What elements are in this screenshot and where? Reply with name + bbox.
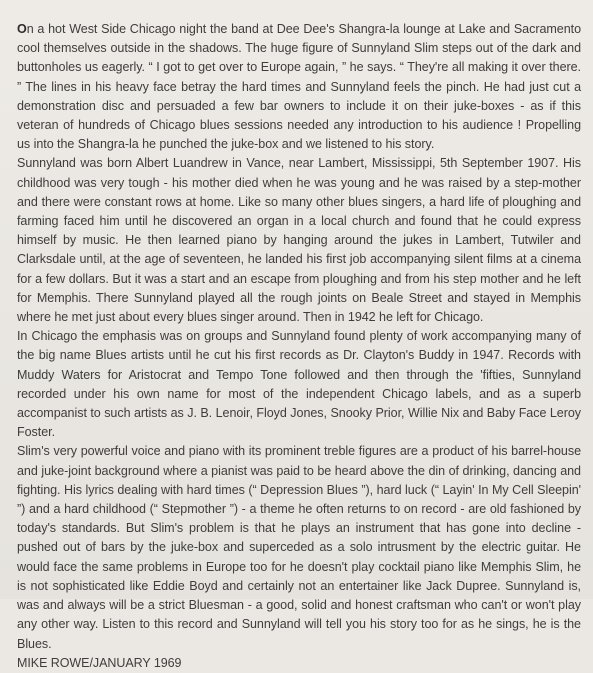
paragraph-intro-text: n a hot West Side Chicago night the band at Dee Dee's Shangra-la lounge at Lake and Sacramento cool themselves outside in the shadows. The huge figure of Sunnyland Slim steps out of the dark and buttonholes us eagerly. “ I got to get over to Europe again, ” he says. “ They're all making it over there. ” The lines in his heavy face betray the hard times and Sunnyland feels the pinch. He had just cut a demonstration disc and persuaded a few bar owners to include it on their juke-boxes - as if this veteran of hundreds of Chicago blues sessions needed any introduction to his audience ! Propelling us into the Shangra-la he punched the juke-box and we listened to his story. [17,22,581,152]
paragraph-intro [17,20,581,154]
author-signature: MIKE ROWE/JANUARY 1969 [17,655,182,670]
liner-notes-text [17,20,581,673]
paragraph-chicago: In Chicago the emphasis was on groups and Sunnyland found plenty of work accompanying many of the big name Blues artists until he cut his first records as Dr. Clayton's Buddy in 1947. Records with Muddy Waters for Aristocrat and Tempo Tone followed and then through the 'fifties, Sunnyland recorded under his own name for most of the independent Chicago labels, and as a superb accompanist to such artists as J. B. Lenoir, Floyd Jones, Snooky Prior, Willie Nix and Baby Face Leroy Foster. [17,329,581,440]
paragraph-early-life: Sunnyland was born Albert Luandrew in Vance, near Lambert, Mississippi, 5th September 1907. His childhood was very tough - his mother died when he was young and he was raised by a step-mother and there were constant rows at home. Like so many other blues singers, a hard life of ploughing and farming faced him until he discovered an organ in a local church and found that he could express himself by music. He then learned piano by hanging around the jukes in Lambert, Tutwiler and Clarksdale until, at the age of seventeen, he landed his first job accompanying silent films at a cinema for a few dollars. But it was a start and an escape from ploughing and from his step mother and he left for Memphis. There Sunnyland played all the rough joints on Beale Street and stayed in Memphis where he met just about every blues singer around. Then in 1942 he left for Chicago. [17,156,581,325]
paragraph-style: Slim's very powerful voice and piano with its prominent treble figures are a product of his barrel-house and juke-joint background where a pianist was paid to be heard above the din of drinking, dancing and fighting. His lyrics dealing with hard times (“ Depression Blues ”), hard luck (“ Layin' In My Cell Sleepin' ”) and a hard childhood (“ Stepmother ”) - a theme he often returns to on record - are old fashioned by today's standards. But Slim's problem is that he plays an instrument that has gone into decline - pushed out of bars by the juke-box and superceded as a solo intrusment by the electric guitar. He would face the same problems in Europe too for he doesn't play cocktail piano like Memphis Slim, he is not sophisticated like Eddie Boyd and certainly not an entertainer like Jack Dupree. Sunnyland is, was and always will be a strict Bluesman - a good, solid and honest craftsman who can't or won't play any other way. Listen to this record and Sunnyland will tell you his story too for as he sings, he is the Blues. [17,444,581,651]
drop-cap: O [17,22,27,36]
